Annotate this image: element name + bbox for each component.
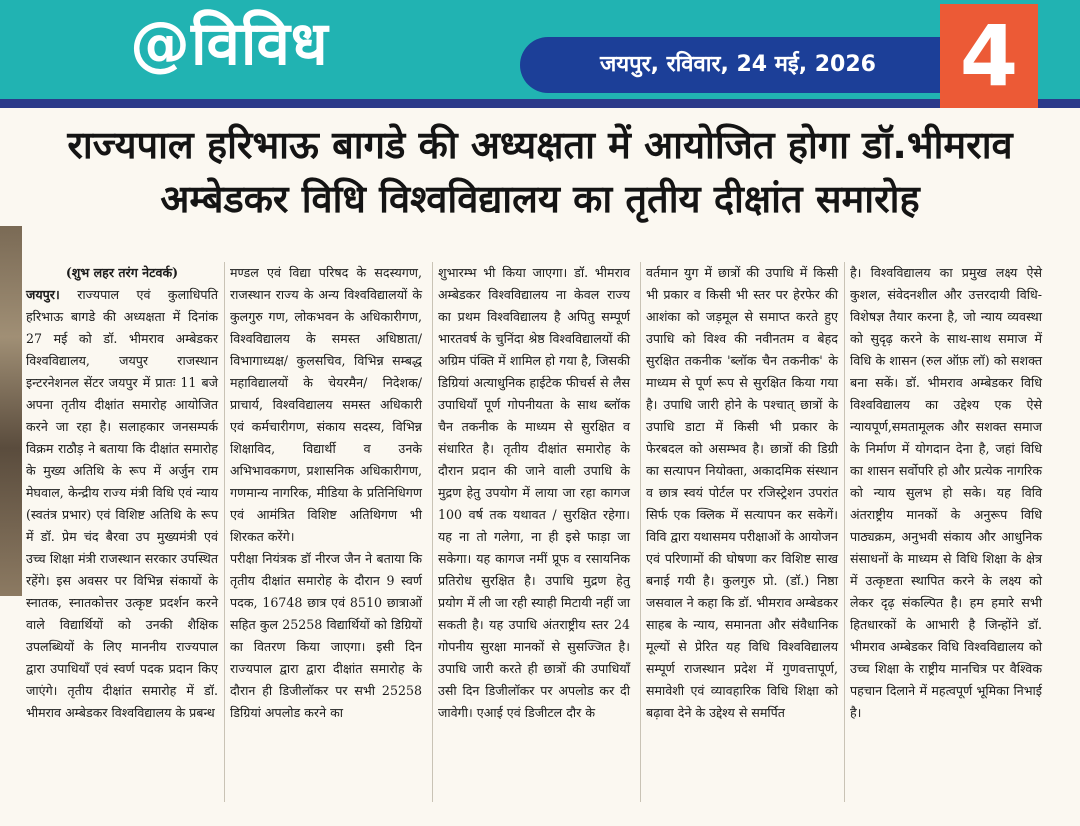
issue-date: जयपुर, रविवार, 24 मई, 2026: [600, 52, 876, 77]
cropped-photo: [0, 226, 22, 596]
article-paragraph: मण्डल एवं विद्या परिषद के सदस्यगण, राजस्थान राज्य के अन्य विश्वविद्यालयों के कुलगुरु गण, लोकभवन के अधिकारीगण, विश्वविद्यालय के समस्त अधिष्ठाता/ विभागाध्यक्ष/ कुलसचिव, विभिन्न सम्बद्ध महाविद्यालयों के चेयरमैन/ निदेशक/ प्राचार्य, विश्वविद्यालय समस्त अधिकारी एवं कर्मचारीगण, संकाय सदस्य, विभिन्न शिक्षाविद, विद्यार्थी व उनके अभिभावकगण, प्रशासनिक अधिकारीगण, गणमान्य नागरिक, मीडिया के प्रतिनिधिगण एवं आमंत्रित विशिष्ट अतिथिगण भी शिरकत करेंगे।: [230, 265, 422, 544]
column-rule: [432, 262, 433, 802]
article-paragraph: [26, 284, 218, 724]
headline-line-1: राज्यपाल हरिभाऊ बागडे की अध्यक्षता में आयोजित होगा डॉ.भीमराव: [67, 123, 1013, 167]
headline-line-2: अम्बेडकर विधि विश्वविद्यालय का तृतीय दीक्षांत समारोह: [160, 177, 920, 221]
dateline: जयपुर।: [26, 287, 60, 302]
article-column-4: [646, 262, 838, 724]
article-text: राज्यपाल एवं कुलाधिपति हरिभाऊ बागडे की अध्यक्षता में दिनांक 27 मई को डॉ. भीमराव अम्बेडकर विश्वविद्यालय, जयपुर राजस्थान इन्टरनेशनल सेंटर जयपुर में प्रातः 11 बजे अपना तृतीय दीक्षांत समारोह आयोजित करने जा रहा है। सलाहकार जनसम्पर्क विक्रम राठौड़ ने बताया कि दीक्षांत समारोह के मुख्य अतिथि के रूप में अर्जुन राम मेघवाल, केन्द्रीय राज्य मंत्री विधि एवं न्याय (स्वतंत्र प्रभार) एवं विशिष्ट अतिथि के रूप में डॉ. प्रेम चंद बैरवा उप मुख्यमंत्री एवं उच्च शिक्षा मंत्री राजस्थान सरकार उपस्थित रहेंगे। इस अवसर पर विभिन्न संकायों के स्नातक, स्नातकोत्तर उत्कृष्ट प्रदर्शन करने वाले विद्यार्थियों को उनकी शैक्षिक उपलब्धियों के लिए माननीय राज्यपाल द्वारा उपाधियाँ एवं स्वर्ण पदक प्रदान किए जाएंगे। तृतीय दीक्षांत समारोह में डॉ. भीमराव अम्बेडकर विश्वविद्यालय के प्रबन्ध: [26, 287, 218, 720]
masthead-rule: [0, 99, 1080, 108]
column-rule: [844, 262, 845, 802]
article-column-2: [230, 262, 422, 724]
article-paragraph: वर्तमान युग में छात्रों की उपाधि में किसी भी प्रकार व किसी भी स्तर पर हेरफेर की आशंका को जड़मूल से समाप्त करते हुए उपाधि को विश्व की नवीनतम व बेहद सुरक्षित तकनीक 'ब्लॉक चैन तकनीक' के माध्यम से पूर्ण रूप से सुरक्षित किया गया है। उपाधि जारी होने के पश्चात् छात्रों के उपाधि डाटा में किसी भी प्रकार के फेरबदल को असम्भव है। छात्रों की डिग्री का सत्यापन नियोक्ता, अकादमिक संस्थान व छात्र स्वयं पोर्टल पर रजिस्ट्रेशन उपरांत सिर्फ एक क्लिक में सत्यापन कर सकेगें। विवि द्वारा यथासमय परीक्षाओं के आयोजन एवं परिणामों की घोषणा कर विशिष्ट साख बनाई गयी है। कुलगुरु प्रो. (डॉ.) निष्ठा जसवाल ने कहा कि डॉ. भीमराव अम्बेडकर साहब के न्याय, समानता और संवैधानिक मूल्यों से प्रेरित यह विधि विश्वविद्यालय सम्पूर्ण राजस्थान प्रदेश में गुणवत्तापूर्ण, समावेशी एवं व्यावहारिक विधि शिक्षा को बढ़ावा देने के उद्देश्य से समर्पित: [646, 265, 838, 720]
article-paragraph: परीक्षा नियंत्रक डॉ नीरज जैन ने बताया कि तृतीय दीक्षांत समारोह के दौरान 9 स्वर्ण पदक, 16748 छात्र एवं 8510 छात्राओं सहित कुल 25258 विद्यार्थियों को डिग्रियों का वितरण किया जाएगा। इसी दिन राज्यपाल द्वारा द्वारा दीक्षांत समारोह के दौरान ही डिजीलॉकर पर सभी 25258 डिग्रियां अपलोड करने का: [230, 551, 422, 720]
article-column-3: [438, 262, 630, 724]
article-paragraph: है। विश्वविद्यालय का प्रमुख लक्ष्य ऐसे कुशल, संवेदनशील और उत्तरदायी विधि-विशेषज्ञ तैयार करना है, जो न्याय व्यवस्था को सुदृढ़ करने के साथ-साथ समाज में विधि के शासन (रुल ऑफ़ लॉ) को सशक्त बना सकें। डॉ. भीमराव अम्बेडकर विधि विश्वविद्यालय का उद्देश्य एक ऐसे न्यायपूर्ण,समतामूलक और सशक्त समाज के निर्माण में योगदान देना है, जहां विधि का शासन सर्वोपरि हो और प्रत्येक नागरिक को न्याय सुलभ हो सके। यह विवि अंतराष्ट्रीय मानकों के अनुरूप विधि पाठ्यक्रम, अनुभवी संकाय और आधुनिक संसाधनों के माध्यम से विधि शिक्षा के क्षेत्र में उत्कृष्टता स्थापित करने के लक्ष्य को लेकर दृढ़ संकल्पित है। हम हमारे सभी हितधारकों के आभारी है जिन्होंने डॉ. भीमराव अम्बेडकर विधि विश्वविद्यालय को उच्च शिक्षा के राष्ट्रीय मानचित्र पर वैश्विक पहचान दिलाने में महत्वपूर्ण भूमिका निभाई है।: [850, 265, 1042, 720]
article-column-1: [26, 262, 218, 724]
section-brand: @विविध: [130, 9, 329, 79]
page-number: 4: [959, 7, 1019, 105]
byline: (शुभ लहर तरंग नेटवर्क): [65, 265, 179, 280]
column-rule: [224, 262, 225, 802]
column-rule: [640, 262, 641, 802]
article-column-5: [850, 262, 1042, 724]
article-paragraph: शुभारम्भ भी किया जाएगा। डॉ. भीमराव अम्बेडकर विश्वविद्यालय ना केवल राज्य का प्रथम विश्वविद्यालय है अपितु सम्पूर्ण भारतवर्ष के चुनिंदा श्रेष्ठ विश्वविद्यालयों की अग्रिम पंक्ति में शामिल हो गया है, जिसकी डिग्रियां अत्याधुनिक हाईटेक फीचर्स से लैस उपाधियाँ पूर्ण गोपनीयता के साथ ब्लॉक चैन तकनीक के माध्यम से सुरक्षित व संधारित है। तृतीय दीक्षांत समारोह के दौरान प्रदान की जाने वाली उपाधि के मुद्रण हेतु उपयोग में लाया जा रहा कागज 100 वर्ष तक यथावत / सुरक्षित रहेगा। यह ना तो गलेगा, ना ही इसे फाड़ा जा सकेगा। यह कागज नमीं प्रूफ व रसायनिक प्रतिरोध सुरक्षित है। उपाधि मुद्रण हेतु प्रयोग में ली जा रही स्याही मिटायी नहीं जा सकती है। यह उपाधि अंतराष्ट्रीय स्तर 24 गोपनीय सुरक्षा मानकों से सुसज्जित है। उपाधि जारी करते ही छात्रों की उपाधियाँ उसी दिन डिजीलॉकर पर अपलोड कर दी जावेगी। एआई एवं डिजीटल दौर के: [438, 265, 630, 720]
headline: [10, 118, 1070, 226]
